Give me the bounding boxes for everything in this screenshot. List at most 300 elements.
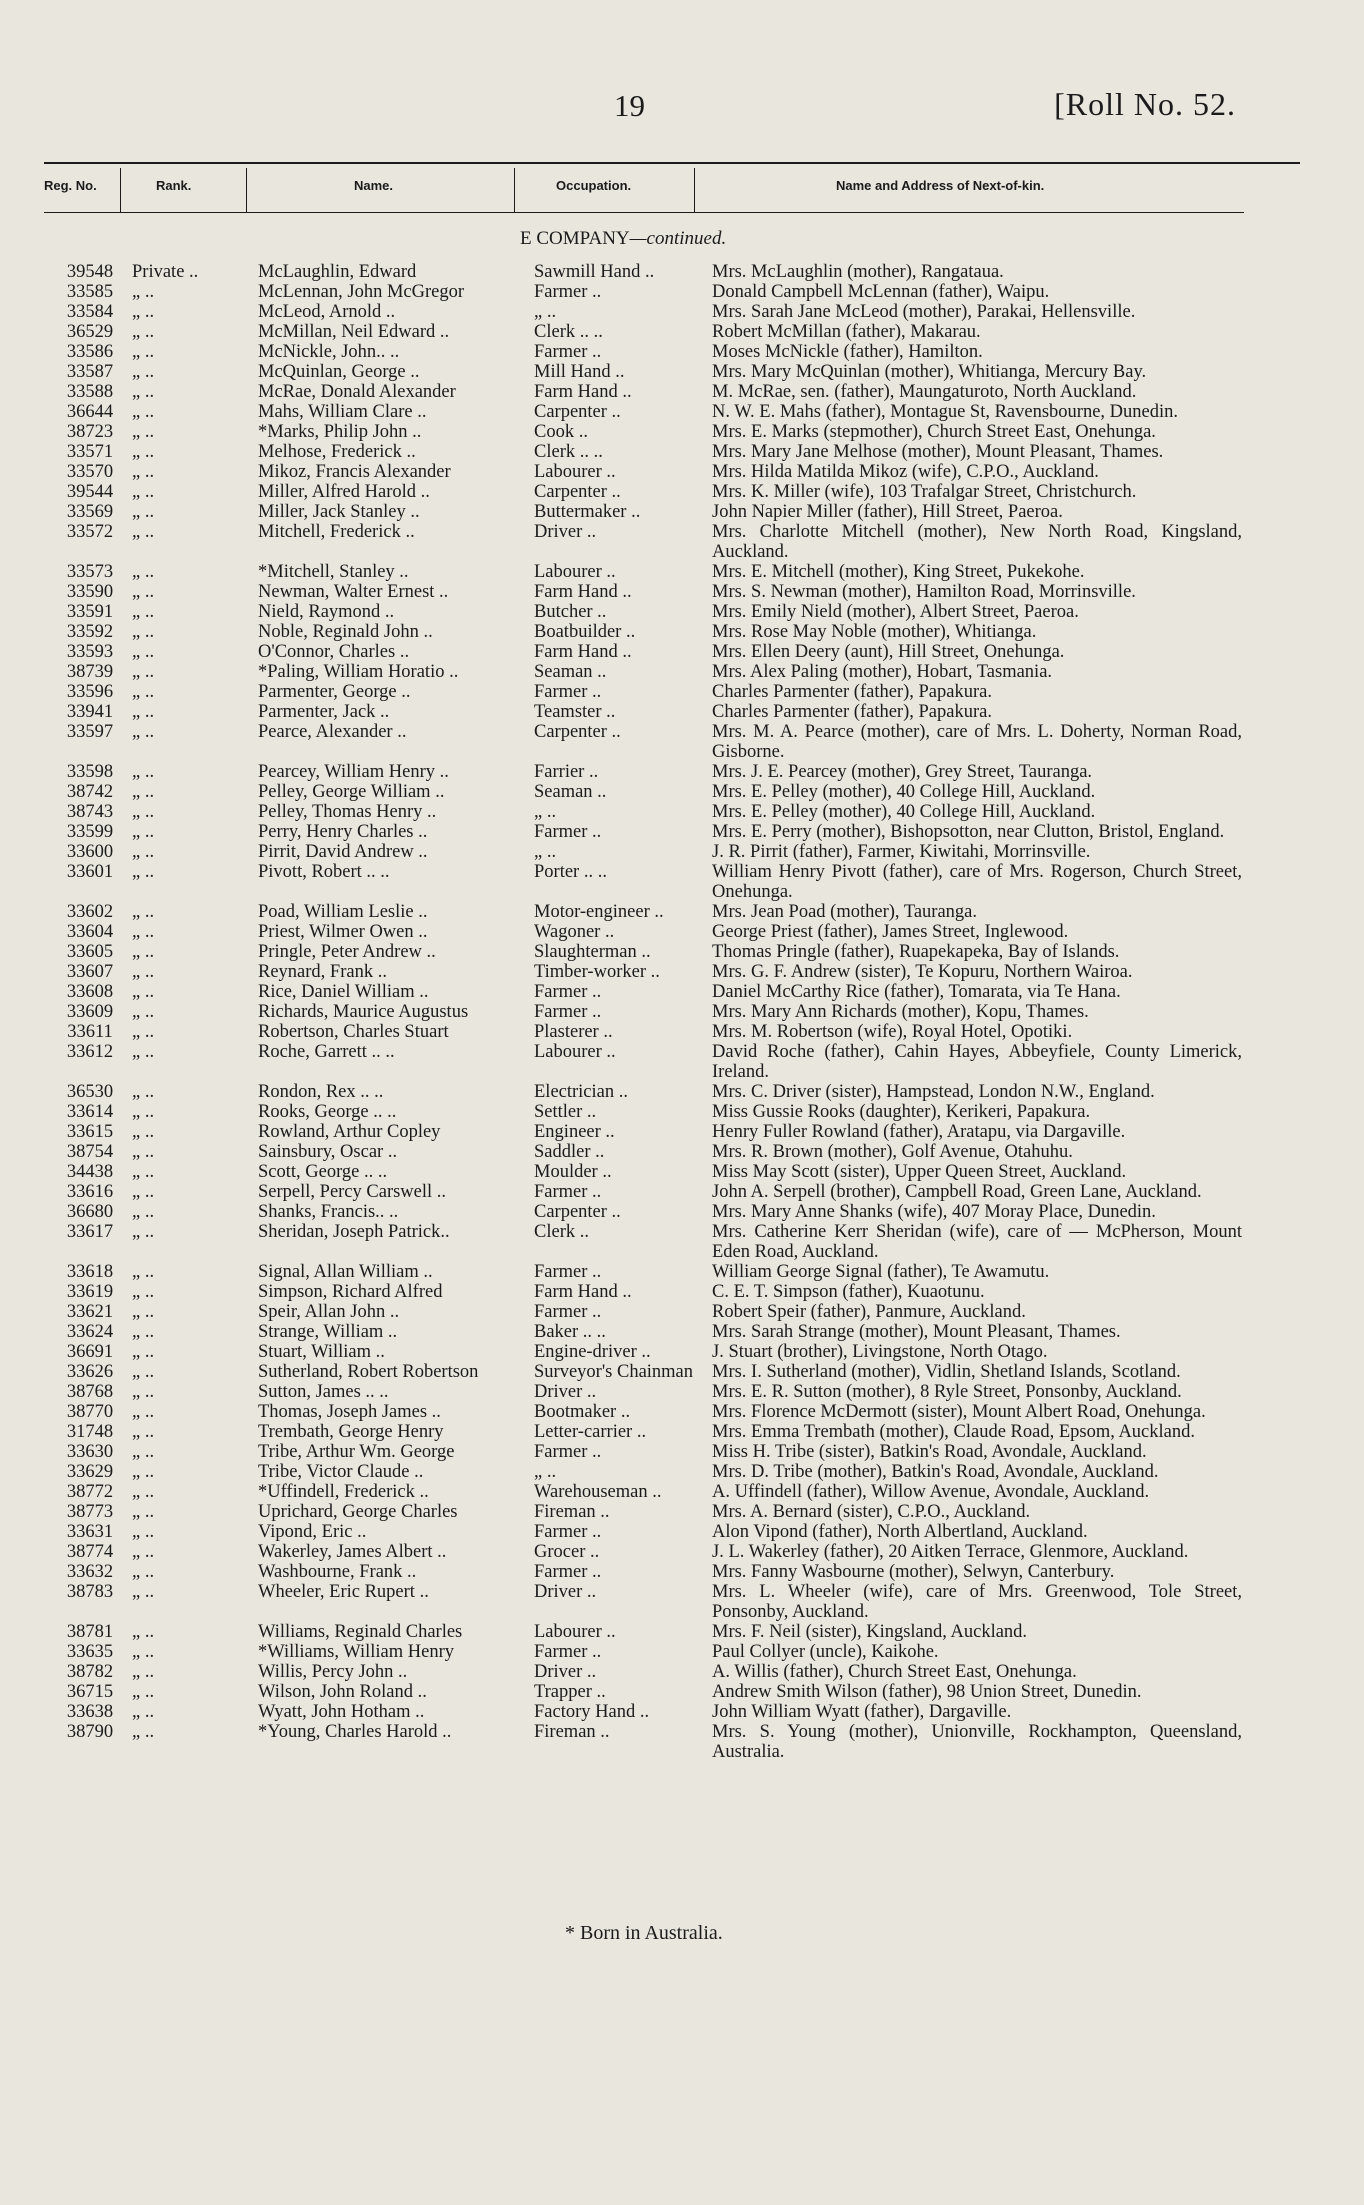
occupation: Carpenter .. [534, 482, 621, 502]
table-row [0, 582, 1364, 602]
occupation: Labourer .. [534, 462, 616, 482]
table-row [0, 1262, 1364, 1282]
occupation: Farmer .. [534, 1182, 602, 1202]
reg-number: 33631 [66, 1522, 114, 1542]
next-of-kin: Mrs. L. Wheeler (wife), care of Mrs. Greenwood, Tole Street, Ponsonby, Auckland. [712, 1582, 1242, 1622]
table-row [0, 1202, 1364, 1222]
reg-number: 39544 [66, 482, 114, 502]
rank: „ .. [132, 1702, 155, 1722]
soldier-name: McLeod, Arnold .. [258, 302, 396, 322]
soldier-name: *Marks, Philip John .. [258, 422, 422, 442]
occupation: Farmer .. [534, 982, 602, 1002]
reg-number: 33626 [66, 1362, 114, 1382]
soldier-name: Mitchell, Frederick .. [258, 522, 415, 542]
soldier-name: Perry, Henry Charles .. [258, 822, 428, 842]
table-row [0, 1022, 1364, 1042]
reg-number: 38781 [66, 1622, 114, 1642]
occupation: Farmer .. [534, 1302, 602, 1322]
next-of-kin: Miss Gussie Rooks (daughter), Kerikeri, Papakura. [712, 1102, 1091, 1122]
next-of-kin: Mrs. Jean Poad (mother), Tauranga. [712, 902, 977, 922]
occupation: Farrier .. [534, 762, 599, 782]
rank: „ .. [132, 682, 155, 702]
rank: „ .. [132, 842, 155, 862]
soldier-name: Richards, Maurice Augustus [258, 1002, 469, 1022]
reg-number: 33602 [66, 902, 114, 922]
next-of-kin: Mrs. M. A. Pearce (mother), care of Mrs. L. Doherty, Norman Road, Gisborne. [712, 722, 1242, 762]
occupation: Carpenter .. [534, 402, 621, 422]
occupation: Fireman .. [534, 1722, 610, 1742]
table-row [0, 1642, 1364, 1662]
occupation: Driver .. [534, 1582, 597, 1602]
soldier-name: Wilson, John Roland .. [258, 1682, 427, 1702]
rank: „ .. [132, 822, 155, 842]
occupation: Moulder .. [534, 1162, 612, 1182]
table-row [0, 862, 1364, 902]
next-of-kin: Mrs. S. Young (mother), Unionville, Rockhampton, Queensland, Australia. [712, 1722, 1242, 1762]
reg-number: 33941 [66, 702, 114, 722]
soldier-name: Pelley, George William .. [258, 782, 445, 802]
rank: „ .. [132, 722, 155, 742]
reg-number: 33605 [66, 942, 114, 962]
table-row [0, 762, 1364, 782]
table-row [0, 382, 1364, 402]
table-row [0, 402, 1364, 422]
next-of-kin: Daniel McCarthy Rice (father), Tomarata, via Te Hana. [712, 982, 1121, 1002]
rank: „ .. [132, 382, 155, 402]
next-of-kin: Donald Campbell McLennan (father), Waipu. [712, 282, 1050, 302]
reg-number: 33590 [66, 582, 114, 602]
table-row [0, 902, 1364, 922]
reg-number: 33621 [66, 1302, 114, 1322]
occupation: Porter .. .. [534, 862, 607, 882]
rank: „ .. [132, 1662, 155, 1682]
header-kin: Name and Address of Next-of-kin. [836, 178, 1045, 193]
table-row [0, 1222, 1364, 1262]
table-row [0, 282, 1364, 302]
next-of-kin: Mrs. Mary McQuinlan (mother), Whitianga, Mercury Bay. [712, 362, 1147, 382]
reg-number: 33609 [66, 1002, 114, 1022]
table-row [0, 522, 1364, 562]
soldier-name: Poad, William Leslie .. [258, 902, 428, 922]
next-of-kin: Mrs. A. Bernard (sister), C.P.O., Auckland. [712, 1502, 1031, 1522]
soldier-name: Newman, Walter Ernest .. [258, 582, 449, 602]
next-of-kin: J. R. Pirrit (father), Farmer, Kiwitahi, Morrinsville. [712, 842, 1091, 862]
rank: „ .. [132, 1462, 155, 1482]
page-number: 19 [614, 88, 645, 123]
soldier-name: *Uffindell, Frederick .. [258, 1482, 429, 1502]
reg-number: 33635 [66, 1642, 114, 1662]
reg-number: 33616 [66, 1182, 114, 1202]
occupation: Settler .. [534, 1102, 597, 1122]
next-of-kin: George Priest (father), James Street, Inglewood. [712, 922, 1069, 942]
reg-number: 33632 [66, 1562, 114, 1582]
soldier-name: Parmenter, George .. [258, 682, 411, 702]
table-row [0, 1182, 1364, 1202]
table-row [0, 622, 1364, 642]
rank: „ .. [132, 442, 155, 462]
reg-number: 33624 [66, 1322, 114, 1342]
table-row [0, 722, 1364, 762]
occupation: Wagoner .. [534, 922, 615, 942]
next-of-kin: John A. Serpell (brother), Campbell Road, Green Lane, Auckland. [712, 1182, 1202, 1202]
header-divider [514, 168, 515, 212]
occupation: Clerk .. .. [534, 442, 603, 462]
reg-number: 33638 [66, 1702, 114, 1722]
reg-number: 33571 [66, 442, 114, 462]
table-row [0, 1342, 1364, 1362]
header-reg: Reg. No. [44, 178, 97, 193]
next-of-kin: Mrs. I. Sutherland (mother), Vidlin, Shetland Islands, Scotland. [712, 1362, 1181, 1382]
reg-number: 38723 [66, 422, 114, 442]
soldier-name: Signal, Allan William .. [258, 1262, 433, 1282]
rank: Private .. [132, 262, 199, 282]
occupation: Farmer .. [534, 682, 602, 702]
occupation: Driver .. [534, 522, 597, 542]
table-row [0, 1322, 1364, 1342]
occupation: „ .. [534, 802, 557, 822]
reg-number: 33598 [66, 762, 114, 782]
table-row [0, 1582, 1364, 1622]
next-of-kin: Miss H. Tribe (sister), Batkin's Road, Avondale, Auckland. [712, 1442, 1147, 1462]
soldier-name: Serpell, Percy Carswell .. [258, 1182, 447, 1202]
soldier-name: *Young, Charles Harold .. [258, 1722, 452, 1742]
rank: „ .. [132, 1382, 155, 1402]
table-row [0, 1122, 1364, 1142]
reg-number: 38770 [66, 1402, 114, 1422]
next-of-kin: Charles Parmenter (father), Papakura. [712, 682, 992, 702]
continued-label: —continued. [629, 228, 727, 249]
rank: „ .. [132, 1622, 155, 1642]
top-rule [44, 162, 1300, 164]
next-of-kin: Mrs. Fanny Wasbourne (mother), Selwyn, Canterbury. [712, 1562, 1115, 1582]
rank: „ .. [132, 362, 155, 382]
reg-number: 36644 [66, 402, 114, 422]
occupation: Cook .. [534, 422, 588, 442]
rank: „ .. [132, 322, 155, 342]
soldier-name: Wyatt, John Hotham .. [258, 1702, 425, 1722]
reg-number: 36691 [66, 1342, 114, 1362]
table-row [0, 1002, 1364, 1022]
rank: „ .. [132, 1642, 155, 1662]
rank: „ .. [132, 482, 155, 502]
next-of-kin: Charles Parmenter (father), Papakura. [712, 702, 992, 722]
soldier-name: Noble, Reginald John .. [258, 622, 433, 642]
next-of-kin: Mrs. S. Newman (mother), Hamilton Road, Morrinsville. [712, 582, 1136, 602]
soldier-name: Sutherland, Robert Robertson [258, 1362, 479, 1382]
next-of-kin: A. Uffindell (father), Willow Avenue, Avondale, Auckland. [712, 1482, 1150, 1502]
occupation: Engineer .. [534, 1122, 615, 1142]
rank: „ .. [132, 1542, 155, 1562]
soldier-name: Wakerley, James Albert .. [258, 1542, 447, 1562]
next-of-kin: A. Willis (father), Church Street East, Onehunga. [712, 1662, 1077, 1682]
next-of-kin: William George Signal (father), Te Awamutu. [712, 1262, 1050, 1282]
table-row [0, 1622, 1364, 1642]
soldier-name: Reynard, Frank .. [258, 962, 387, 982]
roll-title: [Roll No. 52. [1054, 86, 1236, 122]
occupation: Letter-carrier .. [534, 1422, 647, 1442]
rank: „ .. [132, 1042, 155, 1062]
next-of-kin: Mrs. D. Tribe (mother), Batkin's Road, Avondale, Auckland. [712, 1462, 1159, 1482]
reg-number: 38754 [66, 1142, 114, 1162]
company-name: E COMPANY [520, 228, 630, 249]
reg-number: 38782 [66, 1662, 114, 1682]
occupation: Farm Hand .. [534, 642, 632, 662]
reg-number: 38783 [66, 1582, 114, 1602]
reg-number: 34438 [66, 1162, 114, 1182]
next-of-kin: Mrs. McLaughlin (mother), Rangataua. [712, 262, 1004, 282]
table-row [0, 842, 1364, 862]
rank: „ .. [132, 1002, 155, 1022]
occupation: Farmer .. [534, 1002, 602, 1022]
rank: „ .. [132, 1222, 155, 1242]
rank: „ .. [132, 782, 155, 802]
occupation: Warehouseman .. [534, 1482, 662, 1502]
table-row [0, 1562, 1364, 1582]
reg-number: 33591 [66, 602, 114, 622]
rank: „ .. [132, 1682, 155, 1702]
soldier-name: Trembath, George Henry [258, 1422, 444, 1442]
next-of-kin: Andrew Smith Wilson (father), 98 Union Street, Dunedin. [712, 1682, 1142, 1702]
reg-number: 33570 [66, 462, 114, 482]
soldier-name: Willis, Percy John .. [258, 1662, 408, 1682]
next-of-kin: Henry Fuller Rowland (father), Aratapu, via Dargaville. [712, 1122, 1126, 1142]
rank: „ .. [132, 942, 155, 962]
next-of-kin: Mrs. Sarah Jane McLeod (mother), Parakai, Hellensville. [712, 302, 1136, 322]
occupation: Mill Hand .. [534, 362, 625, 382]
table-row [0, 982, 1364, 1002]
table-row [0, 442, 1364, 462]
rank: „ .. [132, 962, 155, 982]
soldier-name: Wheeler, Eric Rupert .. [258, 1582, 429, 1602]
soldier-name: Rice, Daniel William .. [258, 982, 429, 1002]
reg-number: 33629 [66, 1462, 114, 1482]
table-row [0, 1402, 1364, 1422]
table-row [0, 1102, 1364, 1122]
occupation: Butcher .. [534, 602, 607, 622]
occupation: „ .. [534, 1462, 557, 1482]
header-divider [246, 168, 247, 212]
rank: „ .. [132, 282, 155, 302]
occupation: Slaughterman .. [534, 942, 651, 962]
next-of-kin: Mrs. Mary Anne Shanks (wife), 407 Moray Place, Dunedin. [712, 1202, 1156, 1222]
reg-number: 33612 [66, 1042, 114, 1062]
table-row [0, 1542, 1364, 1562]
soldier-name: Pearcey, William Henry .. [258, 762, 449, 782]
reg-number: 36530 [66, 1082, 114, 1102]
next-of-kin: Mrs. E. Pelley (mother), 40 College Hill, Auckland. [712, 782, 1096, 802]
table-row [0, 1722, 1364, 1762]
next-of-kin: Mrs. Mary Jane Melhose (mother), Mount Pleasant, Thames. [712, 442, 1164, 462]
table-row [0, 1382, 1364, 1402]
soldier-name: McNickle, John.. .. [258, 342, 400, 362]
occupation: Motor-engineer .. [534, 902, 664, 922]
table-row [0, 362, 1364, 382]
soldier-name: McMillan, Neil Edward .. [258, 322, 450, 342]
rank: „ .. [132, 1202, 155, 1222]
occupation: Farmer .. [534, 1522, 602, 1542]
rank: „ .. [132, 802, 155, 822]
soldier-name: *Williams, William Henry [258, 1642, 454, 1662]
rank: „ .. [132, 402, 155, 422]
table-row [0, 602, 1364, 622]
soldier-name: Parmenter, Jack .. [258, 702, 390, 722]
table-row [0, 1502, 1364, 1522]
occupation: Engine-driver .. [534, 1342, 651, 1362]
next-of-kin: Mrs. Charlotte Mitchell (mother), New North Road, Kingsland, Auckland. [712, 522, 1242, 562]
next-of-kin: C. E. T. Simpson (father), Kuaotunu. [712, 1282, 985, 1302]
next-of-kin: Mrs. Rose May Noble (mother), Whitianga. [712, 622, 1037, 642]
next-of-kin: John Napier Miller (father), Hill Street, Paeroa. [712, 502, 1063, 522]
reg-number: 33585 [66, 282, 114, 302]
rank: „ .. [132, 1722, 155, 1742]
occupation: Bootmaker .. [534, 1402, 631, 1422]
soldier-name: Vipond, Eric .. [258, 1522, 367, 1542]
reg-number: 38739 [66, 662, 114, 682]
reg-number: 33601 [66, 862, 114, 882]
occupation: Carpenter .. [534, 1202, 621, 1222]
reg-number: 33586 [66, 342, 114, 362]
reg-number: 36529 [66, 322, 114, 342]
soldier-name: Thomas, Joseph James .. [258, 1402, 441, 1422]
table-row [0, 342, 1364, 362]
soldier-name: O'Connor, Charles .. [258, 642, 410, 662]
next-of-kin: Mrs. J. E. Pearcey (mother), Grey Street, Tauranga. [712, 762, 1093, 782]
rank: „ .. [132, 1342, 155, 1362]
soldier-name: Sutton, James .. .. [258, 1382, 389, 1402]
rank: „ .. [132, 1562, 155, 1582]
rank: „ .. [132, 1122, 155, 1142]
soldier-name: Tribe, Victor Claude .. [258, 1462, 424, 1482]
reg-number: 33596 [66, 682, 114, 702]
next-of-kin: Robert McMillan (father), Makarau. [712, 322, 981, 342]
soldier-name: Nield, Raymond .. [258, 602, 395, 622]
table-row [0, 1142, 1364, 1162]
rank: „ .. [132, 1442, 155, 1462]
next-of-kin: Mrs. M. Robertson (wife), Royal Hotel, Opotiki. [712, 1022, 1073, 1042]
section-title [520, 228, 726, 250]
soldier-name: Strange, William .. [258, 1322, 398, 1342]
reg-number: 38773 [66, 1502, 114, 1522]
rank: „ .. [132, 1022, 155, 1042]
rank: „ .. [132, 522, 155, 542]
table-row [0, 562, 1364, 582]
table-row [0, 782, 1364, 802]
next-of-kin: Mrs. C. Driver (sister), Hampstead, London N.W., England. [712, 1082, 1155, 1102]
reg-number: 33588 [66, 382, 114, 402]
occupation: Sawmill Hand .. [534, 262, 655, 282]
reg-number: 33572 [66, 522, 114, 542]
soldier-name: Mikoz, Francis Alexander [258, 462, 451, 482]
soldier-name: Scott, George .. .. [258, 1162, 388, 1182]
table-row [0, 962, 1364, 982]
table-row [0, 702, 1364, 722]
rank: „ .. [132, 582, 155, 602]
rank: „ .. [132, 1482, 155, 1502]
rank: „ .. [132, 1322, 155, 1342]
reg-number: 33618 [66, 1262, 114, 1282]
reg-number: 31748 [66, 1422, 114, 1442]
soldier-name: Stuart, William .. [258, 1342, 385, 1362]
table-row [0, 1522, 1364, 1542]
soldier-name: Roche, Garrett .. .. [258, 1042, 395, 1062]
next-of-kin: Mrs. E. Marks (stepmother), Church Street East, Onehunga. [712, 422, 1156, 442]
rank: „ .. [132, 462, 155, 482]
rank: „ .. [132, 642, 155, 662]
next-of-kin: Mrs. Sarah Strange (mother), Mount Pleasant, Thames. [712, 1322, 1121, 1342]
soldier-name: Williams, Reginald Charles [258, 1622, 463, 1642]
soldier-name: Rondon, Rex .. .. [258, 1082, 384, 1102]
occupation: Fireman .. [534, 1502, 610, 1522]
table-row [0, 1462, 1364, 1482]
soldier-name: Rowland, Arthur Copley [258, 1122, 441, 1142]
header-divider [120, 168, 121, 212]
reg-number: 38790 [66, 1722, 114, 1742]
rank: „ .. [132, 1282, 155, 1302]
soldier-name: *Mitchell, Stanley .. [258, 562, 409, 582]
occupation: Driver .. [534, 1662, 597, 1682]
next-of-kin: J. L. Wakerley (father), 20 Aitken Terrace, Glenmore, Auckland. [712, 1542, 1189, 1562]
rank: „ .. [132, 1262, 155, 1282]
table-row [0, 322, 1364, 342]
rank: „ .. [132, 922, 155, 942]
occupation: Clerk .. .. [534, 322, 603, 342]
rank: „ .. [132, 702, 155, 722]
next-of-kin: Mrs. K. Miller (wife), 103 Trafalgar Street, Christchurch. [712, 482, 1137, 502]
rank: „ .. [132, 1102, 155, 1122]
table-row [0, 682, 1364, 702]
reg-number: 33611 [67, 1022, 113, 1042]
rank: „ .. [132, 1422, 155, 1442]
occupation: Farmer .. [534, 1562, 602, 1582]
occupation: Labourer .. [534, 1042, 616, 1062]
table-row [0, 642, 1364, 662]
occupation: Buttermaker .. [534, 502, 641, 522]
table-row [0, 942, 1364, 962]
soldier-name: McQuinlan, George .. [258, 362, 420, 382]
next-of-kin: William Henry Pivott (father), care of Mrs. Rogerson, Church Street, Onehunga. [712, 862, 1242, 902]
next-of-kin: Mrs. Florence McDermott (sister), Mount Albert Road, Onehunga. [712, 1402, 1206, 1422]
next-of-kin: David Roche (father), Cahin Hayes, Abbeyfiele, County Limerick, Ireland. [712, 1042, 1242, 1082]
rank: „ .. [132, 662, 155, 682]
next-of-kin: Moses McNickle (father), Hamilton. [712, 342, 983, 362]
next-of-kin: Mrs. E. Pelley (mother), 40 College Hill, Auckland. [712, 802, 1096, 822]
soldier-name: Pearce, Alexander .. [258, 722, 407, 742]
rank: „ .. [132, 1082, 155, 1102]
table-row [0, 1162, 1364, 1182]
table-row [0, 662, 1364, 682]
occupation: Boatbuilder .. [534, 622, 636, 642]
table-row [0, 802, 1364, 822]
occupation: Trapper .. [534, 1682, 606, 1702]
header-divider [694, 168, 695, 212]
next-of-kin: Alon Vipond (father), North Albertland, Auckland. [712, 1522, 1088, 1542]
next-of-kin: Mrs. Emily Nield (mother), Albert Street, Paeroa. [712, 602, 1079, 622]
rank: „ .. [132, 622, 155, 642]
soldier-name: Pelley, Thomas Henry .. [258, 802, 437, 822]
next-of-kin: Paul Collyer (uncle), Kaikohe. [712, 1642, 939, 1662]
next-of-kin: J. Stuart (brother), Livingstone, North Otago. [712, 1342, 1048, 1362]
occupation: „ .. [534, 302, 557, 322]
table-row [0, 1422, 1364, 1442]
reg-number: 33604 [66, 922, 114, 942]
table-row [0, 922, 1364, 942]
occupation: Factory Hand .. [534, 1702, 650, 1722]
soldier-name: Mahs, William Clare .. [258, 402, 427, 422]
soldier-name: Speir, Allan John .. [258, 1302, 400, 1322]
table-row [0, 262, 1364, 282]
next-of-kin: Mrs. R. Brown (mother), Golf Avenue, Otahuhu. [712, 1142, 1073, 1162]
soldier-name: Sainsbury, Oscar .. [258, 1142, 398, 1162]
